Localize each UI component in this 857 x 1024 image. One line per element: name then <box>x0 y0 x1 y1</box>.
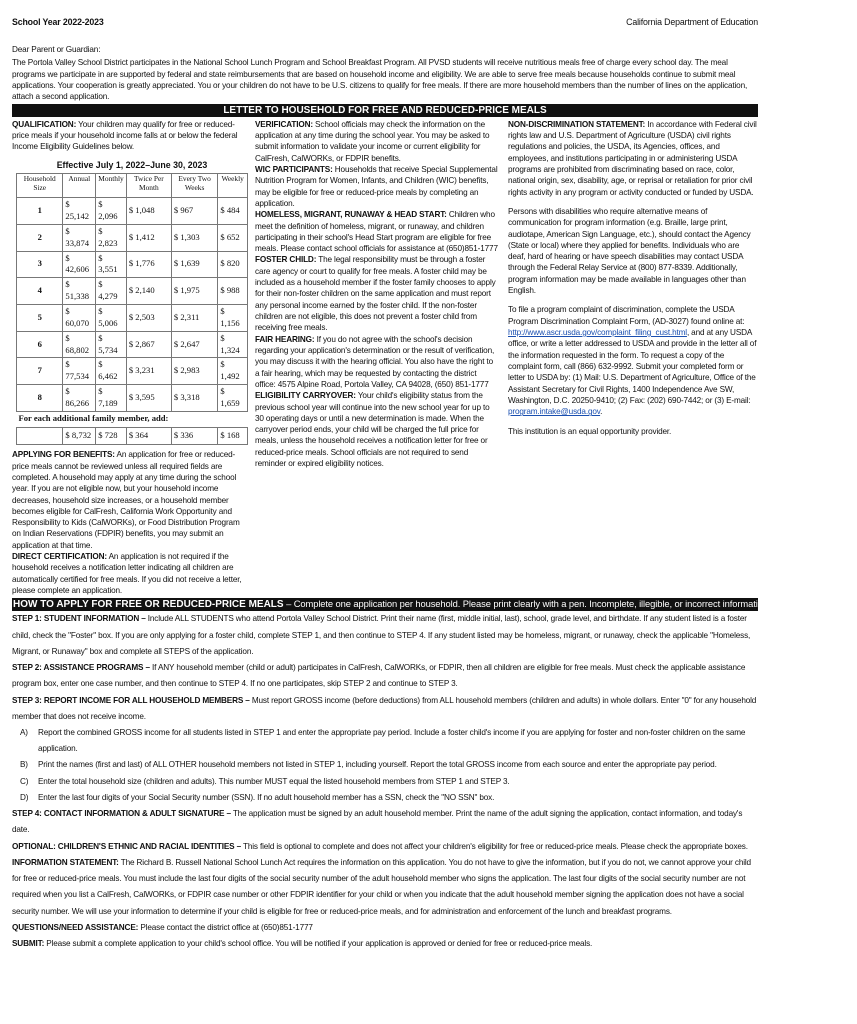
fair-hearing-paragraph: FAIR HEARING: If you do not agree with the school's decision regarding your application's determination or the result of verification, you may discuss it with the hearing official. You also have the right to a fair hearing, which may be requested by contacting the district office: 4575 Alpine Road, Portola Valley, CA 94028, (650) 851-1777 <box>255 334 495 389</box>
department-name: California Department of Education <box>626 17 758 27</box>
income-cell: $ 1,156 <box>218 305 248 332</box>
table-header-cell: Household Size <box>17 174 63 198</box>
table-row <box>17 224 248 251</box>
income-cell: $ 3,595 <box>126 385 171 412</box>
income-cell: $ 1,048 <box>126 198 171 225</box>
table-row <box>17 305 248 332</box>
substep-text: Report the combined GROSS income for all students listed in STEP 1 and enter the appropriate pay period. Include a foster child's income if you are applying for foster and non-foster children on the same application. <box>38 727 746 754</box>
substep <box>12 774 758 790</box>
page-header <box>12 16 758 28</box>
substep <box>12 757 758 773</box>
table-row <box>17 198 248 225</box>
blank-cell <box>17 427 63 444</box>
substep <box>12 725 758 757</box>
letter-columns <box>12 119 758 597</box>
step-2: STEP 2: ASSISTANCE PROGRAMS – If ANY household member (child or adult) participates in CalFresh, CalWORKs, or FDPIR, then all children are eligible for free meals. Must check the applicable assistance program box, enter one case number, and then continue to STEP 4. If no one participates, skip STEP 2 and continue to STEP 3. <box>12 663 746 689</box>
step-3-substeps <box>12 725 758 806</box>
school-year: School Year 2022-2023 <box>12 17 104 27</box>
income-cell: $ 1,303 <box>171 224 218 251</box>
applying-paragraph: APPLYING FOR BENEFITS: An application for free or reduced-price meals cannot be reviewed unless all required fields are completed. A household may apply at any time during the school year. If you are not eligible now, but your household income decreases, household size increases, or a household member becomes eligible for CalFresh, California Work Opportunity and Responsibility to Kids (CalWORKs), or Food Distribution Program on Indian Reservations (FDPIR) benefits, you may submit an application at that time. <box>12 450 240 550</box>
submit-line: SUBMIT: Please submit a complete application to your child's school office. You will be notified if your application is approved or denied for free or reduced-price meals. <box>12 939 593 949</box>
homeless-paragraph: HOMELESS, MIGRANT, RUNAWAY & HEAD START: Children who meet the definition of homeless, migrant, or runaway, and children participating in their school's Head Start program are eligible for free meals. Please contact school officials for assistance at (650)851-1777 <box>255 210 498 254</box>
income-cell: $ 967 <box>171 198 218 225</box>
step-3: STEP 3: REPORT INCOME FOR ALL HOUSEHOLD MEMBERS – Must report GROSS income (before deductions) from ALL household members (children and adults) in whole dollars. Enter "0" for any household member that does not receive income. <box>12 695 757 721</box>
column-left <box>12 119 255 597</box>
step-1: STEP 1: STUDENT INFORMATION – Include ALL STUDENTS who attend Portola Valley School District. Print their name (first, middle initial, last), school, grade level, and birthdate. If any student listed is a foster child, check the "Foster" box. If you are only applying for a foster child, complete STEP 1, and then continue to STEP 4. If any student listed may be homeless, migrant, or runaway, check the applicable "Homeless, Migrant, or Runaway" box and complete all STEPS of the application. <box>12 614 751 656</box>
income-cell: $ 3,318 <box>171 385 218 412</box>
household-size-cell: 2 <box>17 224 63 251</box>
income-cell: $ 2,983 <box>171 358 218 385</box>
how-to-apply-banner: HOW TO APPLY FOR FREE OR REDUCED-PRICE MEALS – Complete one application per household. Please print clearly with a pen. Incomplete, illegible, or incorrect information will delay processing. <box>13 598 857 611</box>
income-eligibility-table <box>16 158 248 446</box>
nondiscrimination-paragraph: NON-DISCRIMINATION STATEMENT: In accordance with Federal civil rights law and U.S. Department of Agriculture (USDA) civil rights regulations and policies, the USDA, its Agencies, offices, and employees, and institutions participating in or administering USDA programs are prohibited from discriminating based on race, color, national origin, sex, disability, age, or reprisal or retaliation for prior civil rights activity in any program or activity conducted or funded by USDA. <box>508 119 757 197</box>
foster-paragraph: FOSTER CHILD: The legal responsibility must be through a foster care agency or court to qualify for free meals. A foster child may be included as a household member if the foster family chooses to apply for their non-foster children on the same application and must report any personal income earned by the foster child. If the non-foster children are not eligible, this does not prevent a foster child from receiving free meals. <box>255 255 496 333</box>
additional-income-cell: $ 168 <box>218 427 248 444</box>
income-cell: $ 2,647 <box>171 331 218 358</box>
income-cell: $ 988 <box>218 278 248 305</box>
income-cell: $ 68,802 <box>63 331 96 358</box>
household-size-cell: 7 <box>17 358 63 385</box>
income-cell: $ 5,006 <box>96 305 127 332</box>
household-size-cell: 6 <box>17 331 63 358</box>
table-header-cell: Every Two Weeks <box>171 174 218 198</box>
disabilities-paragraph: Persons with disabilities who require alternative means of communication for program information (e.g. Braille, large print, audiotape, American Sign Language, etc.), should contact the Agency (State or local) where they applied for benefits. Individuals who are deaf, hard of hearing or have speech disabilities may contact USDA through the Federal Relay Service at (800) 877-8339. Additionally, program information may be made available in languages other than English. <box>508 206 751 296</box>
additional-income-cell: $ 364 <box>126 427 171 444</box>
income-cell: $ 1,412 <box>126 224 171 251</box>
additional-member-row <box>17 427 248 444</box>
verification-paragraph: VERIFICATION: School officials may check the information on the application at any time during the school year. You may be asked to submit information to validate your income or current eligibility for CalFresh, CalWORKs, or FDPIR benefits. <box>255 119 490 163</box>
income-cell: $ 652 <box>218 224 248 251</box>
table-row <box>17 278 248 305</box>
table-row <box>17 251 248 278</box>
substep-label: B) <box>20 760 28 770</box>
income-cell: $ 6,462 <box>96 358 127 385</box>
substep-label: C) <box>20 776 29 786</box>
substep <box>12 790 758 806</box>
income-cell: $ 1,659 <box>218 385 248 412</box>
income-cell: $ 2,823 <box>96 224 127 251</box>
substep-text: Print the names (first and last) of ALL OTHER household members not listed in STEP 1, including yourself. Report the total GROSS income from each source and enter the appropriate pay period. <box>38 760 717 770</box>
income-cell: $ 7,189 <box>96 385 127 412</box>
income-cell: $ 484 <box>218 198 248 225</box>
equal-opportunity-statement: This institution is an equal opportunity provider. <box>508 426 672 436</box>
direct-certification-paragraph: DIRECT CERTIFICATION: An application is not required if the household receives a notification letter indicating all children are automatically certified for free meals. If you did not receive a letter, please complete an application. <box>12 552 242 596</box>
table-row <box>17 358 248 385</box>
household-size-cell: 4 <box>17 278 63 305</box>
carryover-paragraph: ELIGIBILITY CARRYOVER: Your child's eligibility status from the previous school year will continue into the new school year for up to 30 operating days or until a new determination is made. When the carryover period ends, your child will be charged the full price for meals, unless the household receives a notification letter for free or reduced-price meals. School officials are not required to send reminder or expired eligibility notices. <box>255 391 490 469</box>
greeting: Dear Parent or Guardian: <box>12 45 101 55</box>
income-cell: $ 86,266 <box>63 385 96 412</box>
income-cell: $ 4,279 <box>96 278 127 305</box>
income-cell: $ 1,492 <box>218 358 248 385</box>
optional-ethnic-section: OPTIONAL: CHILDREN'S ETHNIC AND RACIAL IDENTITIES – This field is optional to complete and does not affect your children's eligibility for free or reduced-price meals. Please check the appropriate boxes. <box>12 841 748 851</box>
substep-label: D) <box>20 792 29 802</box>
table-header-row <box>17 174 248 198</box>
substep-text: Enter the total household size (children and adults). This number MUST equal the listed household members from STEP 1 and STEP 3. <box>38 776 510 786</box>
questions-line: QUESTIONS/NEED ASSISTANCE: Please contact the district office at (650)851-1777 <box>12 922 313 932</box>
qualification-paragraph: QUALIFICATION: Your children may qualify for free or reduced-price meals if your household income falls at or below the federal Income Eligibility Guidelines below. <box>12 119 238 152</box>
income-cell: $ 1,324 <box>218 331 248 358</box>
income-cell: $ 33,874 <box>63 224 96 251</box>
table-header-cell: Twice Per Month <box>126 174 171 198</box>
additional-member-label: For each additional family member, add: <box>17 411 248 427</box>
income-cell: $ 77,534 <box>63 358 96 385</box>
income-cell: $ 42,606 <box>63 251 96 278</box>
table-effective-dates: Effective July 1, 2022–June 30, 2023 <box>56 159 208 170</box>
additional-income-cell: $ 8,732 <box>63 427 96 444</box>
column-middle <box>255 119 508 597</box>
income-cell: $ 2,867 <box>126 331 171 358</box>
household-size-cell: 1 <box>17 198 63 225</box>
income-cell: $ 2,096 <box>96 198 127 225</box>
income-cell: $ 1,639 <box>171 251 218 278</box>
table-header-cell: Annual <box>63 174 96 198</box>
income-cell: $ 51,338 <box>63 278 96 305</box>
additional-income-cell: $ 336 <box>171 427 218 444</box>
income-cell: $ 5,734 <box>96 331 127 358</box>
income-cell: $ 2,503 <box>126 305 171 332</box>
information-statement: INFORMATION STATEMENT: The Richard B. Russell National School Lunch Act requires the information on this application. You do not have to give the information, but if you do not, we cannot approve your child for free or reduced-price meals. You must include the last four digits of the social security number of the adult household member who signs the application. The last four digits of the social security number are not required when you list a CalFresh, CalWORKs, or FDPIR case number or other FDPIR identifier for your child or when you indicate that the adult household member signing the application does not have a social security number. We will use your information to determine if your child is eligible for free or reduced-price meals, and for administration and enforcement of the lunch and breakfast programs. <box>12 857 751 916</box>
substep-text: Enter the last four digits of your Social Security number (SSN). If no adult household member has a SSN, check the "NO SSN" box. <box>38 792 495 802</box>
substep-label: A) <box>20 727 28 737</box>
income-cell: $ 3,551 <box>96 251 127 278</box>
income-cell: $ 3,231 <box>126 358 171 385</box>
application-steps <box>12 611 758 952</box>
complaint-form-link[interactable]: http://www.ascr.usda.gov/complaint_filing_cust.html <box>508 328 687 337</box>
wic-paragraph: WIC PARTICIPANTS: Households that receive Special Supplemental Nutrition Program for Women, Infants, and Children (WIC) benefits, may be eligible for free or reduced-price meals by completing an application. <box>255 164 498 208</box>
intro-paragraph: The Portola Valley School District participates in the National School Lunch Program and School Breakfast Program. All PVSD students will receive nutritious meals free of charge every school day. The meal programs we participate in are supported by federal and state reimbursements that are based on household income and eligibility. We are able to serve free meals because households continue to submit meal applications. Your cooperation is greatly appreciated. You or your children do not have to be U.S. citizens to qualify for free meals. If there are more household members than the number of lines on the application, attach a second application. <box>12 58 748 102</box>
complaint-paragraph: To file a program complaint of discrimination, complete the USDA Program Discrimination Complaint Form, (AD-3027) found online at: http://www.ascr.usda.gov/complaint_filing_cust.html, and at any USDA office, or write a letter addressed to USDA and provide in the letter all of the information requested in the form. To request a copy of the complaint form, call (866) 632-9992. Submit your completed form or letter to USDA by: (1) Mail: U.S. Department of Agriculture, Office of the Assistant Secretary for Civil Rights, 1400 Independence Ave SW, Washington, D.C. 20250-9410; (2) Fax: (202) 690-7442; or (3) E-mail: program.intake@usda.gov. <box>508 305 757 417</box>
income-cell: $ 2,311 <box>171 305 218 332</box>
income-cell: $ 2,140 <box>126 278 171 305</box>
income-cell: $ 820 <box>218 251 248 278</box>
usda-email-link[interactable]: program.intake@usda.gov <box>508 407 601 417</box>
column-right <box>508 119 758 597</box>
household-size-cell: 3 <box>17 251 63 278</box>
letter-page <box>12 16 857 952</box>
income-cell: $ 1,975 <box>171 278 218 305</box>
income-cell: $ 1,776 <box>126 251 171 278</box>
income-cell: $ 60,070 <box>63 305 96 332</box>
step-4: STEP 4: CONTACT INFORMATION & ADULT SIGNATURE – The application must be signed by an adult household member. Print the name of the adult signing the application, contact information, and today's date. <box>12 809 743 835</box>
table-header-cell: Monthly <box>96 174 127 198</box>
table-row <box>17 331 248 358</box>
table-row <box>17 385 248 412</box>
additional-income-cell: $ 728 <box>96 427 127 444</box>
table-header-cell: Weekly <box>218 174 248 198</box>
household-size-cell: 8 <box>17 385 63 412</box>
letter-title: LETTER TO HOUSEHOLD FOR FREE AND REDUCED-PRICE MEALS <box>12 104 758 117</box>
income-cell: $ 25,142 <box>63 198 96 225</box>
household-size-cell: 5 <box>17 305 63 332</box>
